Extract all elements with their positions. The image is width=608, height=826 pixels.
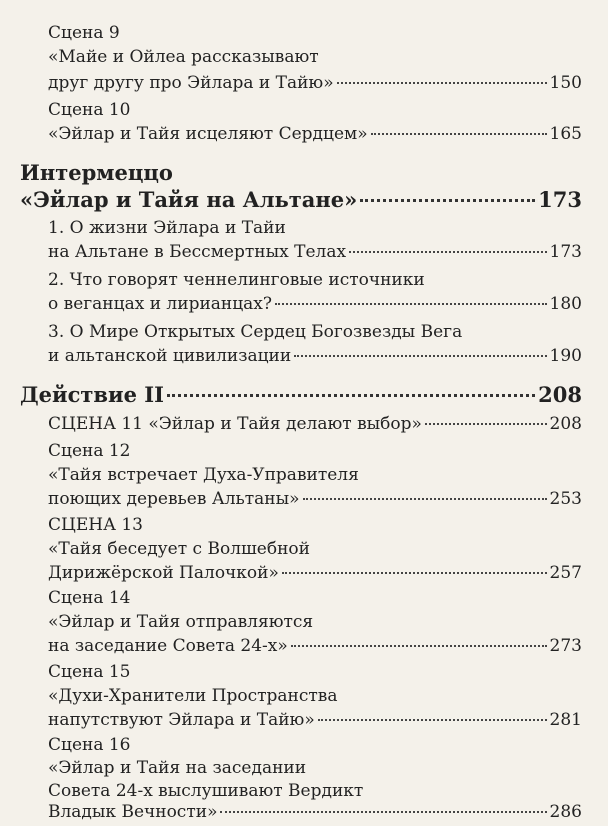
scene-11-page: 208 [549,414,582,434]
scene-10-page: 165 [549,124,582,144]
scene-12-title-line1: «Тайя встречает Духа-Управителя [48,465,359,485]
dot-leader [349,251,546,253]
scene-14-title-line2: на заседание Совета 24-х» [48,636,288,656]
toc-entry-scene-9[interactable] [48,72,582,94]
dot-leader [303,498,547,500]
scene-12-title-line2: поющих деревьев Альтаны» [48,489,300,509]
toc-entry-scene-12[interactable] [48,488,582,510]
scene-15-page: 281 [549,710,582,730]
scene-12-page: 253 [549,489,582,509]
scene-11-title: СЦЕНА 11 «Эйлар и Тайя делают выбор» [48,414,422,434]
scene-12-label: Сцена 12 [48,441,131,461]
dot-leader [360,199,535,202]
dot-leader [220,811,546,813]
scene-14-page: 273 [549,636,582,656]
act-2-title: Действие II [20,382,164,407]
toc-entry-act-2[interactable] [20,382,582,408]
toc-entry-scene-10[interactable] [48,123,582,145]
dot-leader [282,572,547,574]
dot-leader [294,355,546,357]
toc-entry-intermezzo-2[interactable] [48,293,582,315]
intermezzo-2-line2: о веганцах и лирианцах? [48,294,273,314]
intermezzo-1-line1: 1. О жизни Эйлара и Тайи [48,218,286,238]
act-2-page: 208 [538,382,582,407]
scene-10-title-line1: «Эйлар и Тайя исцеляют Сердцем» [48,124,368,144]
toc-entry-scene-11[interactable] [48,413,582,435]
toc-entry-scene-15[interactable] [48,709,582,731]
scene-9-title-line1: «Майе и Ойлеа рассказывают [48,47,319,67]
toc-entry-intermezzo-1[interactable] [48,241,582,263]
dot-leader [291,645,547,647]
scene-13-page: 257 [549,563,582,583]
scene-9-page: 150 [549,73,582,93]
scene-9-title-line2: друг другу про Эйлара и Тайю» [48,73,334,93]
scene-16-title-line1: «Эйлар и Тайя на заседании [48,758,307,778]
intermezzo-1-page: 173 [549,242,582,262]
scene-16-title-line2: Совета 24-х выслушивают Вердикт [48,781,364,801]
scene-16-label: Сцена 16 [48,735,131,755]
dot-leader [318,719,547,721]
scene-13-title-line1: «Тайя беседует с Волшебной [48,539,310,559]
dot-leader [425,423,547,425]
intermezzo-1-line2: на Альтане в Бессмертных Телах [48,242,347,262]
dot-leader [371,133,547,135]
toc-entry-intermezzo-3[interactable] [48,345,582,367]
intermezzo-page: 173 [538,187,582,212]
intermezzo-heading: Интермеццо [20,160,173,185]
toc-entry-scene-14[interactable] [48,635,582,657]
scene-13-label: СЦЕНА 13 [48,515,143,535]
intermezzo-3-line2: и альтанской цивилизации [48,346,292,366]
scene-15-title-line2: напутствуют Эйлара и Тайю» [48,710,315,730]
toc-entry-scene-13[interactable] [48,562,582,584]
intermezzo-3-page: 190 [549,346,582,366]
scene-14-label: Сцена 14 [48,588,131,608]
intermezzo-2-line1: 2. Что говорят ченнелинговые источники [48,270,425,290]
scene-9-label: Сцена 9 [48,23,120,43]
scene-15-title-line1: «Духи-Хранители Пространства [48,686,338,706]
scene-16-title-line3: Владык Вечности» [48,802,218,822]
dot-leader [167,394,535,397]
dot-leader [337,82,547,84]
dot-leader [275,303,547,305]
intermezzo-title: «Эйлар и Тайя на Альтане» [20,187,358,212]
scene-15-label: Сцена 15 [48,662,131,682]
scene-10-label: Сцена 10 [48,100,131,120]
intermezzo-3-line1: 3. О Мире Открытых Сердец Богозвезды Вега [48,322,463,342]
toc-entry-intermezzo[interactable] [20,187,582,213]
scene-13-title-line2: Дирижёрской Палочкой» [48,563,279,583]
intermezzo-2-page: 180 [549,294,582,314]
scene-16-page: 286 [549,802,582,822]
scene-14-title-line1: «Эйлар и Тайя отправляются [48,612,314,632]
toc-entry-scene-16[interactable] [48,801,582,823]
